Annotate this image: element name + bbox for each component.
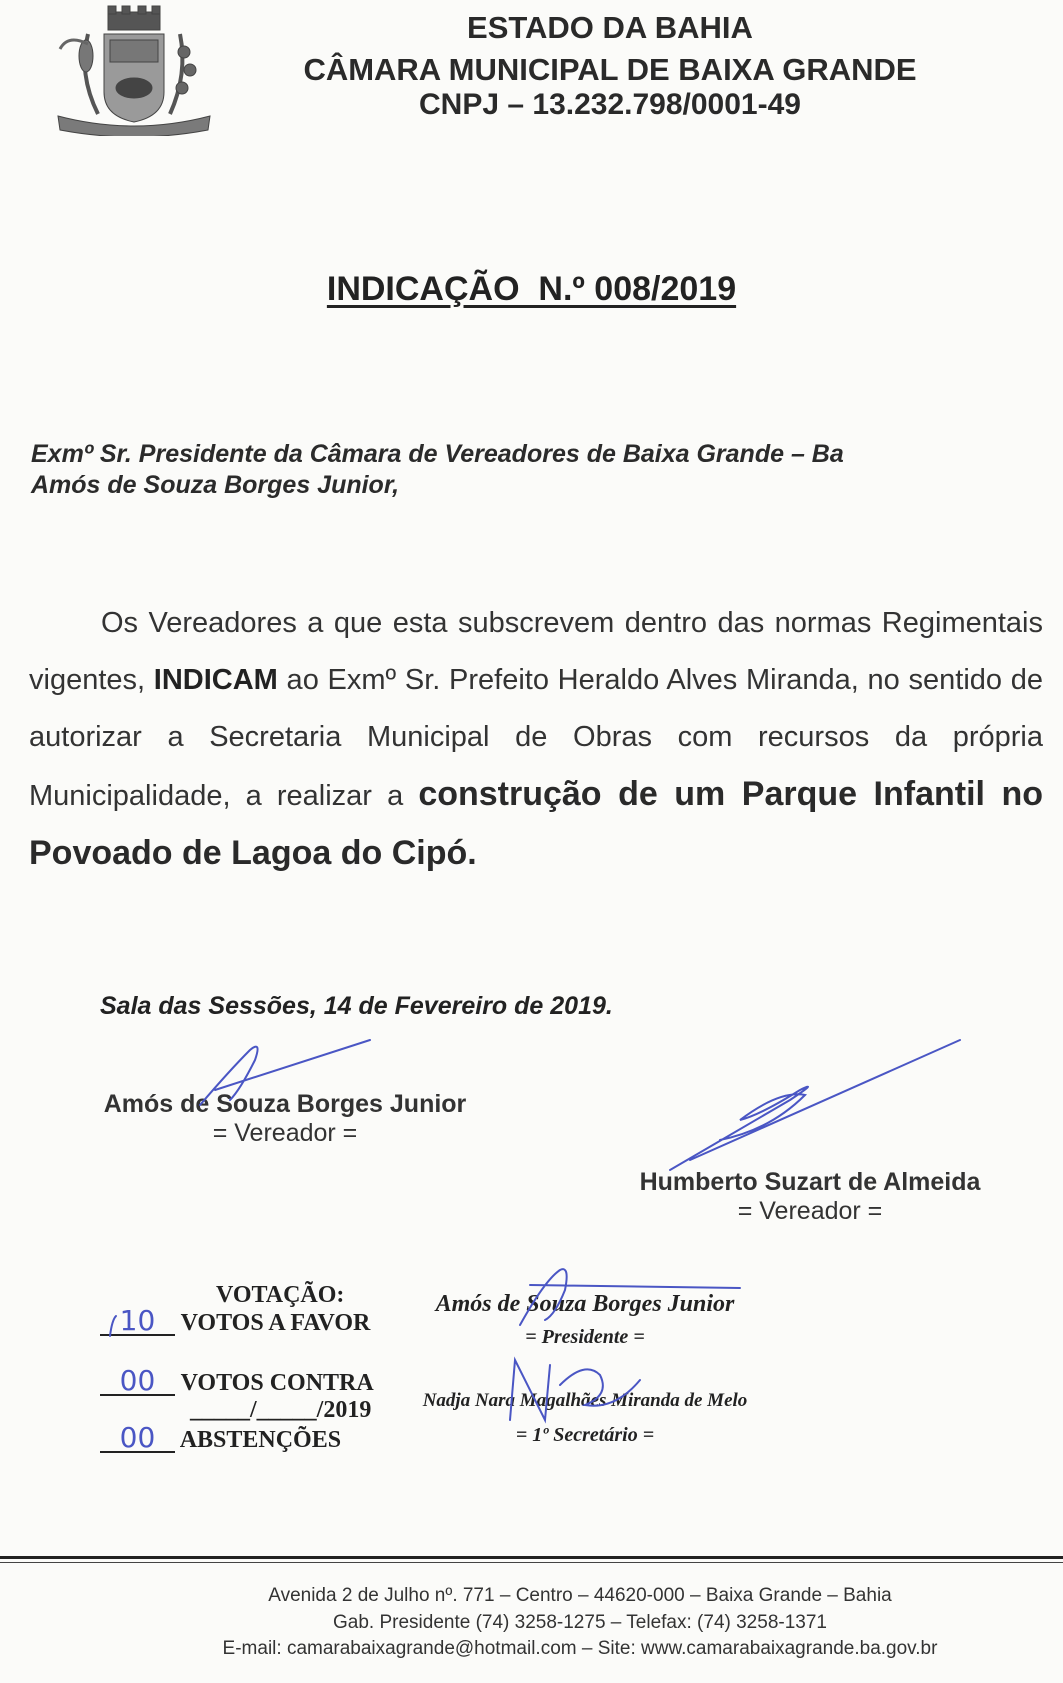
footer-contacts: E-mail: camarabaixagrande@hotmail.com – Site: www.camarabaixagrande.ba.gov.br: [222, 1638, 938, 1659]
body-paragraph: [29, 595, 1043, 884]
votes-against-label: VOTOS CONTRA: [180, 1370, 374, 1396]
coat-of-arms-icon: [48, 4, 220, 136]
president-role: = Presidente =: [525, 1326, 645, 1348]
body-part-3: ao Exmº Sr. Prefeito Heraldo Alves Miranda, no sentido de autorizar a Secretaria Municipal de Obras com recursos da própria Municipalidade, a realizar a: [29, 664, 1043, 812]
signer-1: [70, 1090, 500, 1148]
abstentions-row: [100, 1421, 342, 1454]
secretary-role: = 1º Secretário =: [515, 1424, 655, 1446]
votes-favor-row: [100, 1304, 371, 1337]
footer-rule-thin: [0, 1562, 1063, 1563]
document-title-text: INDICAÇÃO N.º 008/2019: [326, 270, 737, 308]
footer-phones: Gab. Presidente (74) 3258-1275 – Telefax: (74) 3258-1371: [333, 1612, 827, 1633]
votes-favor-count: 10: [100, 1308, 175, 1336]
signer-1-name: Amós de Souza Borges Junior: [103, 1090, 467, 1118]
signer-2-name: Humberto Suzart de Almeida: [639, 1168, 981, 1196]
votes-against-count: 00: [100, 1368, 175, 1396]
abstentions-count: 00: [100, 1425, 175, 1453]
signer-2: [600, 1168, 1020, 1226]
signature-humberto-icon: [670, 1040, 960, 1170]
signer-1-role: = Vereador =: [212, 1119, 358, 1147]
document-title: [0, 270, 1063, 309]
chamber-name: CÂMARA MUNICIPAL DE BAIXA GRANDE: [303, 52, 917, 87]
addressee-line-2: Amós de Souza Borges Junior,: [31, 471, 400, 499]
footer-rule-thick: [0, 1556, 1063, 1559]
body-part-1: Os Vereadores a que esta subscrevem dentro das normas Regimentais vigentes,: [29, 607, 1043, 696]
president-name: Amós de Souza Borges Junior: [435, 1291, 735, 1317]
secretary-name: Nadja Nara Magalhães Miranda de Melo: [422, 1390, 748, 1411]
votes-against-row: [100, 1364, 374, 1397]
signer-2-role: = Vereador =: [737, 1197, 883, 1225]
abstentions-label: ABSTENÇÕES: [179, 1427, 342, 1453]
body-indicam: INDICAM: [153, 664, 278, 696]
votes-favor-label: VOTOS A FAVOR: [180, 1310, 371, 1336]
state-name: ESTADO DA BAHIA: [467, 10, 753, 45]
cnpj: CNPJ – 13.232.798/0001-49: [419, 88, 801, 121]
voting-date-line: _____/_____/2019: [190, 1397, 372, 1423]
place-date: Sala das Sessões, 14 de Fevereiro de 2019.: [100, 992, 613, 1020]
voting-title: VOTAÇÃO:: [216, 1282, 345, 1308]
body-part-4: construção de um Parque Infantil no Povoado de Lagoa do Cipó.: [29, 775, 1043, 872]
addressee-line-1: Exmº Sr. Presidente da Câmara de Vereadores de Baixa Grande – Ba: [31, 440, 844, 468]
footer-address: Avenida 2 de Julho nº. 771 – Centro – 44620-000 – Baixa Grande – Bahia: [268, 1585, 892, 1606]
